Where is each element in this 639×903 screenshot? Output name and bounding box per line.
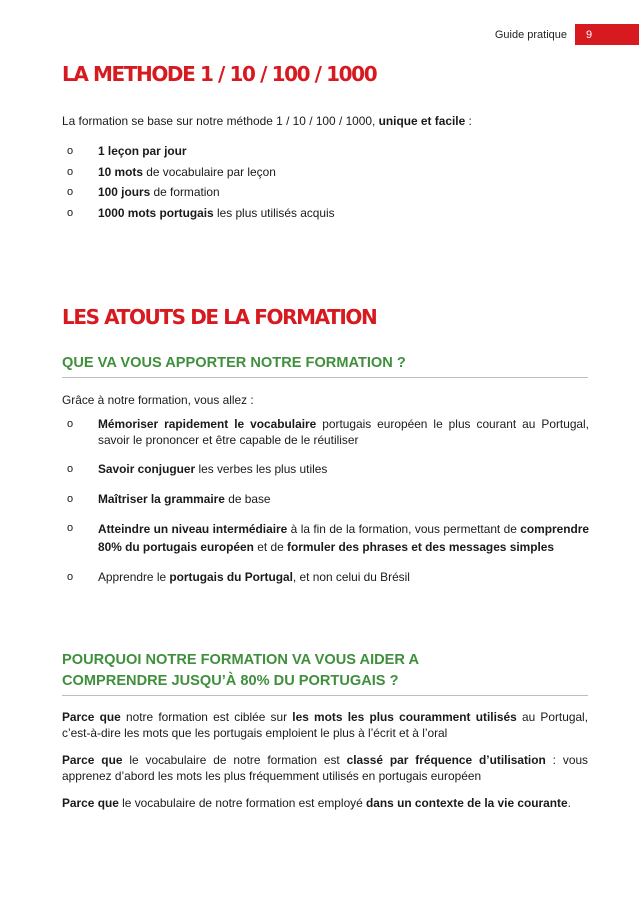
list-item: o 100 jours de formation — [67, 185, 589, 201]
methode-intro: La formation se base sur notre méthode 1 / 10 / 100 / 1000, unique et facile : — [62, 114, 472, 128]
methode-list — [67, 144, 589, 221]
list-item: o Maîtriser la grammaire de base — [67, 492, 589, 508]
apporter-intro: Grâce à notre formation, vous allez : — [62, 393, 254, 407]
methode-heading: LA METHODE 1 / 10 / 100 / 1000 — [62, 62, 377, 86]
apporter-subheading: QUE VA VOUS APPORTER NOTRE FORMATION ? — [62, 355, 406, 371]
section-divider — [62, 377, 588, 378]
pourquoi-paragraph: Parce que le vocabulaire de notre formation est employé dans un contexte de la vie courante. — [62, 796, 571, 810]
list-item: o Atteindre un niveau intermédiaire à la fin de la formation, vous permettant de comprendre 80% du portugais européen et de formuler des phrases et des messages simples — [67, 521, 589, 556]
list-item: o 1 leçon par jour — [67, 144, 589, 160]
list-item: o Mémoriser rapidement le vocabulaire portugais européen le plus courant au Portugal, savoir le prononcer et être capable de le réutiliser — [67, 417, 589, 448]
page-header — [495, 24, 639, 45]
list-item: o Apprendre le portugais du Portugal, et non celui du Brésil — [67, 570, 589, 586]
section-divider — [62, 695, 588, 696]
pourquoi-subheading: POURQUOI NOTRE FORMATION VA VOUS AIDER A COMPRENDRE JUSQU’À 80% DU PORTUGAIS ? — [62, 652, 420, 689]
pourquoi-paragraph: Parce que le vocabulaire de notre formation est classé par fréquence d’utilisation : vous apprenez d’abord les mots les plus fréquemment utilisés en portugais européen — [62, 753, 588, 783]
list-item: o Savoir conjuguer les verbes les plus utiles — [67, 462, 589, 478]
list-item: o 10 mots de vocabulaire par leçon — [67, 165, 589, 181]
page-number-badge: 9 — [575, 24, 639, 45]
header-title: Guide pratique — [494, 28, 567, 41]
pourquoi-paragraph: Parce que notre formation est ciblée sur les mots les plus couramment utilisés au Portugal, c’est-à-dire les mots que les portugais emploient le plus à l’écrit et à l’oral — [62, 710, 589, 740]
apporter-list — [67, 417, 589, 586]
list-item: o 1000 mots portugais les plus utilisés acquis — [67, 206, 589, 222]
atouts-heading: LES ATOUTS DE LA FORMATION — [62, 305, 377, 329]
